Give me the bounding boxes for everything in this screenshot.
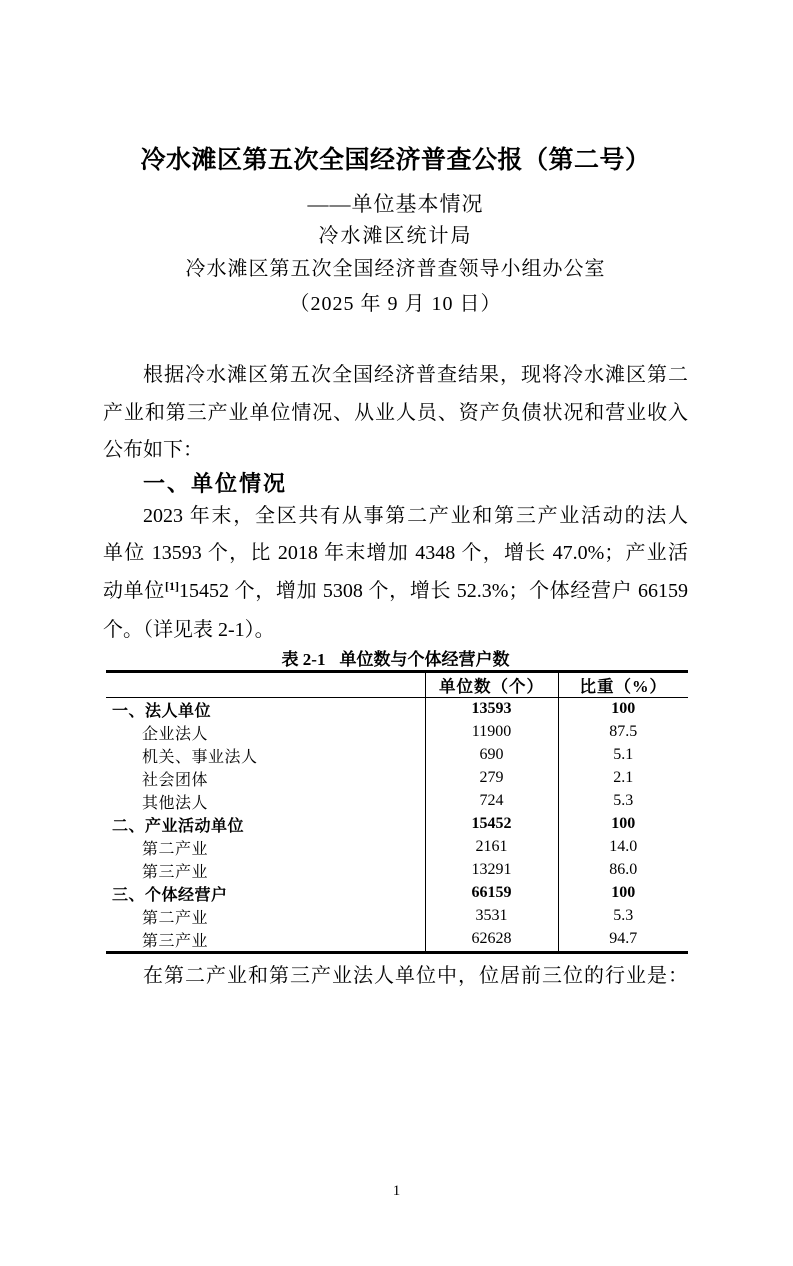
table-row xyxy=(106,721,688,744)
footnote-marker: [1] xyxy=(164,578,179,593)
document-subtitle: ——单位基本情况 xyxy=(307,192,484,216)
row-label: 社会团体 xyxy=(142,771,209,789)
row-label: 一、法人单位 xyxy=(112,702,212,720)
share-value: 100 xyxy=(611,815,636,832)
units-value: 13593 xyxy=(425,697,558,721)
paragraph-line: 产业和第三产业单位情况、从业人员、资产负债状况和营业收入 xyxy=(103,401,688,424)
share-value: 86.0 xyxy=(609,861,638,878)
share-value: 87.5 xyxy=(609,723,638,740)
closing-paragraph xyxy=(103,961,688,991)
table-caption-title: 单位数与个体经营户数 xyxy=(339,649,510,669)
table-row xyxy=(106,744,688,767)
row-label: 企业法人 xyxy=(142,725,209,743)
paragraph-line: 在第二产业和第三产业法人单位中，位居前三位的行业是： xyxy=(143,964,688,987)
row-label: 第二产业 xyxy=(142,909,209,927)
paragraph-line xyxy=(103,573,688,613)
table-header-share: 比重（%） xyxy=(558,671,688,697)
table-caption-label: 表 2-1 xyxy=(281,649,326,669)
paragraph-segment: 15452 个，增加 5308 个，增长 52.3%；个体经营户 66159 xyxy=(178,579,689,602)
share-value: 5.3 xyxy=(613,907,634,924)
share-value: 100 xyxy=(611,884,636,901)
page-number: 1 xyxy=(392,1183,401,1199)
units-value: 3531 xyxy=(425,905,558,928)
row-label: 机关、事业法人 xyxy=(142,748,258,766)
paragraph-line: 2023 年末，全区共有从事第二产业和第三产业活动的法人 xyxy=(143,504,688,527)
issuer-line-2: 冷水滩区第五次全国经济普查领导小组办公室 xyxy=(185,258,606,280)
document-content xyxy=(0,144,793,991)
table-row xyxy=(106,697,688,721)
table-header-units: 单位数（个） xyxy=(425,671,558,697)
units-value: 62628 xyxy=(425,928,558,953)
row-label: 三、个体经营户 xyxy=(112,886,228,904)
share-value: 5.1 xyxy=(613,746,634,763)
units-value: 13291 xyxy=(425,859,558,882)
table-row xyxy=(106,905,688,928)
paragraph-line: 根据冷水滩区第五次全国经济普查结果，现将冷水滩区第二 xyxy=(143,364,688,386)
table-header-row xyxy=(106,671,688,697)
document-page xyxy=(0,144,793,1266)
table-caption xyxy=(103,650,688,670)
table-row xyxy=(106,928,688,953)
table-row xyxy=(106,836,688,859)
units-table xyxy=(106,670,688,954)
table-header-blank xyxy=(106,671,425,697)
paragraph-line: 单位 13593 个，比 2018 年末增加 4348 个，增长 47.0%；产业活 xyxy=(103,542,688,564)
units-value: 15452 xyxy=(425,813,558,836)
table-row xyxy=(106,790,688,813)
document-title: 冷水滩区第五次全国经济普查公报（第二号） xyxy=(140,147,651,174)
paragraph-segment: 动单位 xyxy=(103,579,165,602)
section-paragraph xyxy=(103,498,688,650)
paragraph-line: 公布如下： xyxy=(103,439,203,461)
units-value: 724 xyxy=(425,790,558,813)
table-row xyxy=(106,813,688,836)
row-label: 二、产业活动单位 xyxy=(112,817,245,835)
share-value: 2.1 xyxy=(613,769,634,786)
share-value: 14.0 xyxy=(609,838,638,855)
units-value: 2161 xyxy=(425,836,558,859)
share-value: 5.3 xyxy=(613,792,634,809)
table-row xyxy=(106,882,688,905)
table-row xyxy=(106,859,688,882)
share-value: 100 xyxy=(611,700,636,717)
section-heading: 一、单位情况 xyxy=(143,470,288,496)
share-value: 94.7 xyxy=(609,930,638,947)
units-value: 11900 xyxy=(425,721,558,744)
row-label: 其他法人 xyxy=(142,794,209,812)
units-value: 690 xyxy=(425,744,558,767)
paragraph-line: 个。（详见表 2-1）。 xyxy=(103,619,275,641)
issuer-line-1: 冷水滩区统计局 xyxy=(318,225,473,247)
units-value: 279 xyxy=(425,767,558,790)
publish-date: （2025 年 9 月 10 日） xyxy=(289,293,502,315)
row-label: 第三产业 xyxy=(142,932,209,950)
row-label: 第二产业 xyxy=(142,840,209,858)
table-row xyxy=(106,767,688,790)
intro-paragraph xyxy=(103,357,688,470)
units-value: 66159 xyxy=(425,882,558,905)
row-label: 第三产业 xyxy=(142,863,209,881)
